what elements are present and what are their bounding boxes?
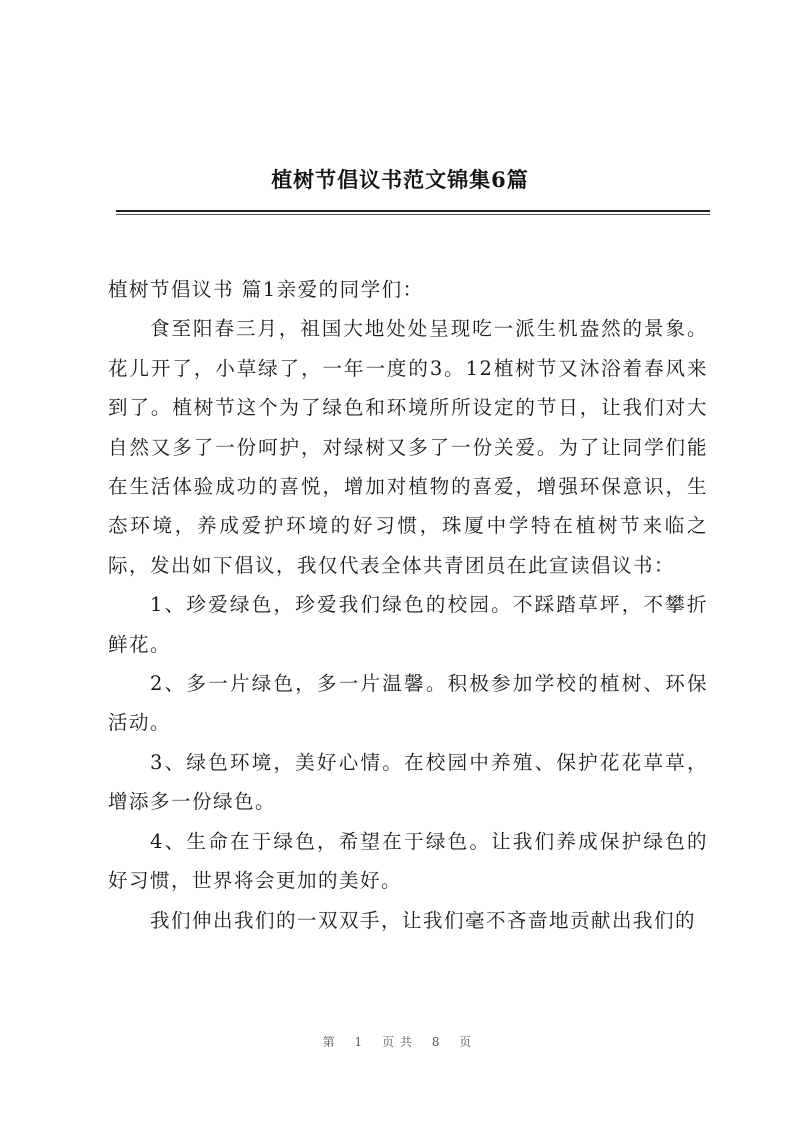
footer-page-number: 1	[354, 1035, 369, 1049]
footer-total-pages: 8	[431, 1035, 446, 1049]
page-footer	[0, 1033, 800, 1050]
paragraph-heading: 植树节倡议书 篇1亲爱的同学们：	[108, 278, 424, 301]
document-title: 植树节倡议书范文锦集6篇	[271, 167, 529, 192]
footer-prefix: 第	[322, 1035, 341, 1049]
paragraph-item-3: 3、绿色环境，美好心情。在校园中养殖、保护花花草草，增添多一份绿色。	[108, 750, 708, 814]
footer-suffix: 页	[459, 1035, 478, 1049]
title-rule-thin	[116, 214, 710, 215]
footer-mid: 页共	[381, 1035, 418, 1049]
paragraph-item-1: 1、珍爱绿色，珍爱我们绿色的校园。不踩踏草坪，不攀折鲜花。	[108, 593, 708, 656]
paragraph-intro: 食至阳春三月，祖国大地处处呈现吃一派生机盎然的景象。花儿开了，小草绿了，一年一度的3。12植树节又沐浴着春风来到了。植树节这个为了绿色和环境所所设定的节日，让我们对大自然又多了一份呵护，对绿树又多了一份关爱。为了让同学们能在生活体验成功的喜悦，增加对植物的喜爱，增强环保意识，生态环境，养成爱护环境的好习惯，珠厦中学特在植树节来临之际，发出如下倡议，我仅代表全体共青团员在此宣读倡议书：	[108, 317, 708, 577]
paragraph-closing: 我们伸出我们的一双双手，让我们毫不吝啬地贡献出我们的	[150, 908, 697, 932]
paragraph-item-4: 4、生命在于绿色，希望在于绿色。让我们养成保护绿色的好习惯，世界将会更加的美好。	[108, 829, 708, 893]
document-body	[108, 270, 708, 940]
paragraph-item-2: 2、多一片绿色，多一片温馨。积极参加学校的植树、环保活动。	[108, 672, 708, 735]
title-rule-thick	[116, 210, 710, 212]
